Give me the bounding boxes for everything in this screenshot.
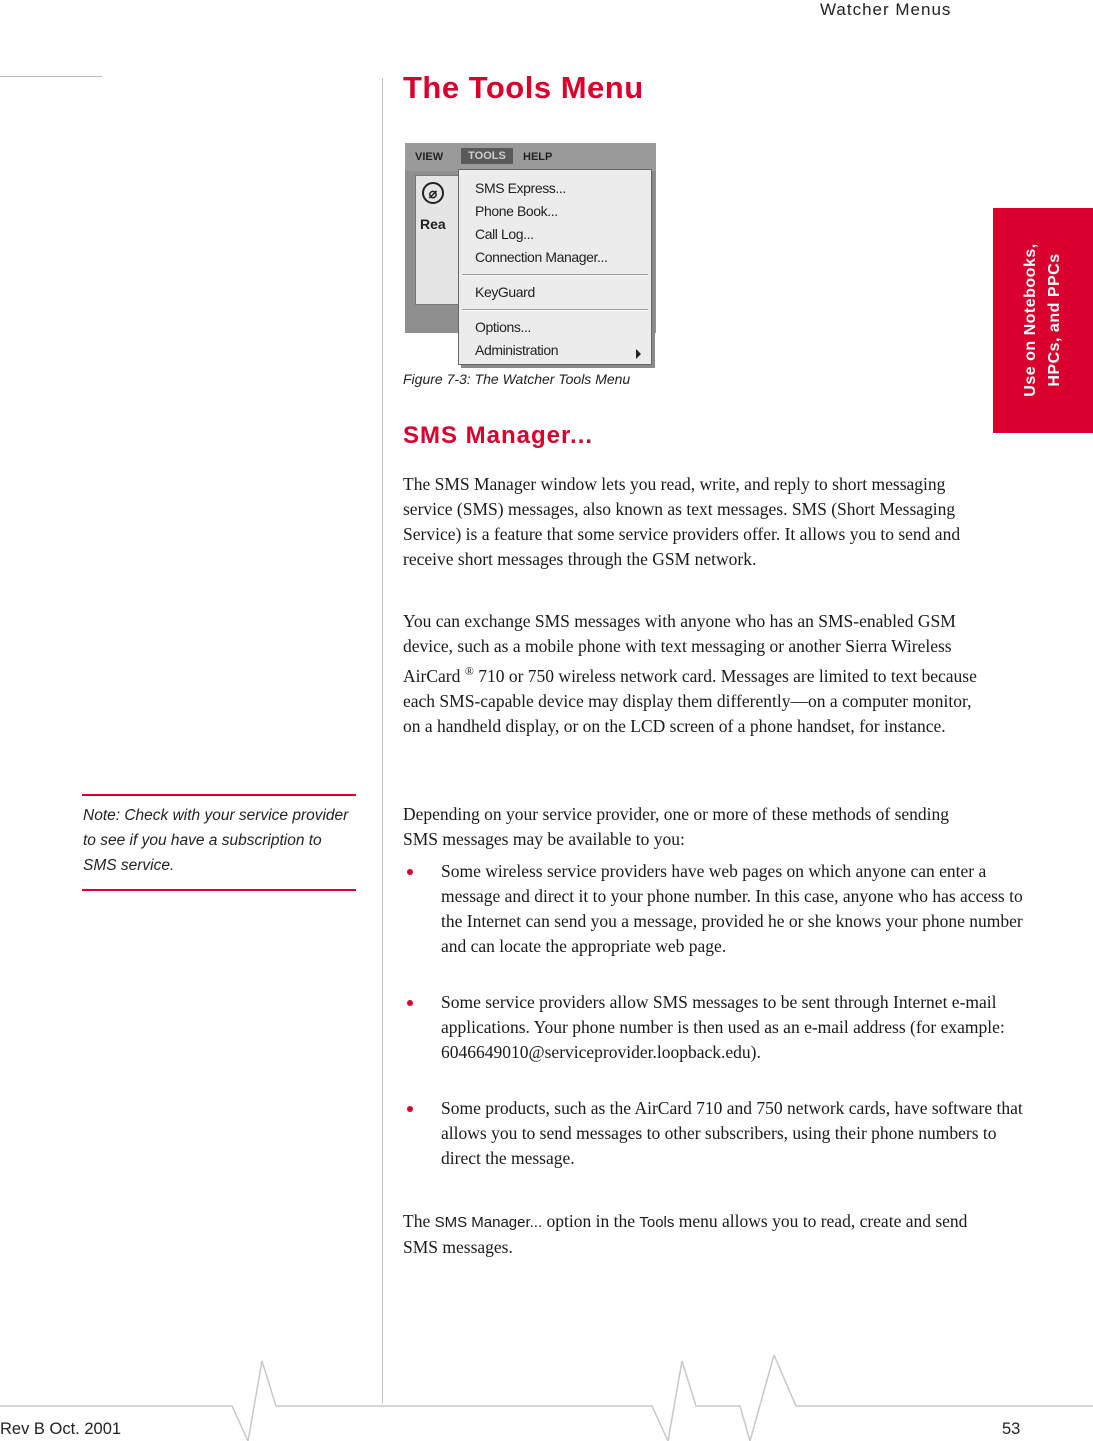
margin-note: Note: Check with your service provider to see if you have a subscription to SMS service.	[83, 807, 349, 874]
submenu-arrow-icon	[636, 349, 641, 359]
paragraph-text: The	[403, 1211, 435, 1231]
note-rule-top	[82, 794, 356, 796]
bullet-icon	[407, 869, 413, 875]
menu-item-sms-express: SMS Express...	[475, 180, 566, 196]
figure-caption: Figure 7-3: The Watcher Tools Menu	[403, 371, 631, 387]
footer-revision: Rev B Oct. 2001	[0, 1420, 122, 1438]
bullet-icon	[407, 1106, 413, 1112]
paragraph-sms-exchange	[403, 609, 983, 739]
menu-item-call-log: Call Log...	[475, 226, 534, 242]
running-header: Watcher Menus	[820, 0, 952, 19]
section-title: The Tools Menu	[403, 70, 644, 105]
screenshot-menubar	[405, 143, 656, 171]
paragraph-text: menu allows you to read, create and send SMS messages.	[403, 1211, 968, 1257]
watcher-logo-icon: ⌀	[422, 182, 444, 204]
menubar-tools: TOOLS	[461, 148, 513, 164]
footer-heartbeat-line	[0, 1355, 1093, 1441]
ui-term-sms-manager: SMS Manager...	[434, 1214, 543, 1231]
top-left-rule	[0, 76, 102, 77]
ui-term-tools: Tools	[639, 1214, 675, 1231]
menu-separator	[462, 274, 648, 276]
registered-mark: ®	[464, 664, 474, 678]
paragraph-sms-intro: The SMS Manager window lets you read, write, and reply to short messaging service (SMS) messages, also known as text messages. SMS (Short Messaging Service) is a feature that some service providers offer. It allows you to send and receive short messages through the GSM network.	[403, 474, 961, 569]
paragraph-text: 710 or 750 wireless network card. Messages are limited to text because each SMS-capable device may display them differently—on a computer monitor, on a handheld display, or on the LCD screen of a phone handset, for instance.	[403, 665, 977, 736]
tools-dropdown-menu	[458, 169, 652, 365]
list-item-text: Some products, such as the AirCard 710 and 750 network cards, have software that allows you to send messages to other subscribers, using their phone numbers to direct the message.	[441, 1098, 1023, 1168]
note-rule-bottom	[82, 889, 356, 891]
list-item	[403, 990, 1026, 1065]
menu-item-keyguard: KeyGuard	[475, 284, 535, 300]
list-item	[403, 1096, 1026, 1171]
paragraph-sms-manager-option	[403, 1209, 983, 1260]
menubar-help: HELP	[523, 151, 553, 163]
subsection-title: SMS Manager...	[403, 422, 594, 449]
menu-item-phone-book: Phone Book...	[475, 203, 558, 219]
menu-item-options: Options...	[475, 319, 531, 335]
side-tab-line-1: Use on Notebooks,	[1022, 243, 1039, 397]
side-tab-label	[1019, 208, 1067, 433]
chapter-side-tab	[993, 208, 1093, 433]
column-divider	[382, 78, 383, 1403]
menubar-view: VIEW	[415, 151, 444, 163]
bullet-icon	[407, 1000, 413, 1006]
tools-menu-screenshot	[405, 143, 656, 366]
list-item-text: Some wireless service providers have web pages on which anyone can enter a message and direct it to your phone number. In this case, anyone who has access to the Internet can send you a message, provided he or she knows your phone number and can locate the appropriate web page.	[441, 861, 1023, 956]
list-item	[403, 859, 1026, 959]
paragraph-text: You can exchange SMS messages with anyone who has an SMS-enabled GSM device, such as a mobile phone with text messaging or another Sierra Wireless AirCard	[403, 611, 956, 686]
paragraph-text: option in the	[542, 1211, 640, 1231]
list-item-text: Some service providers allow SMS messages to be sent through Internet e-mail applications. Your phone number is then used as an e-mail address (for example: 6046649010@serviceprovider.loopback.edu).	[441, 992, 1005, 1062]
menu-item-connection-manager: Connection Manager...	[475, 249, 608, 265]
side-tab-line-2: HPCs, and PPCs	[1046, 253, 1063, 387]
page-number: 53	[1002, 1420, 1021, 1438]
menu-item-administration: Administration	[475, 342, 559, 358]
screenshot-panel-text: Rea	[420, 216, 446, 232]
paragraph-sending-methods: Depending on your service provider, one or more of these methods of sending SMS messages may be available to you:	[403, 804, 950, 849]
menu-separator	[462, 309, 648, 311]
